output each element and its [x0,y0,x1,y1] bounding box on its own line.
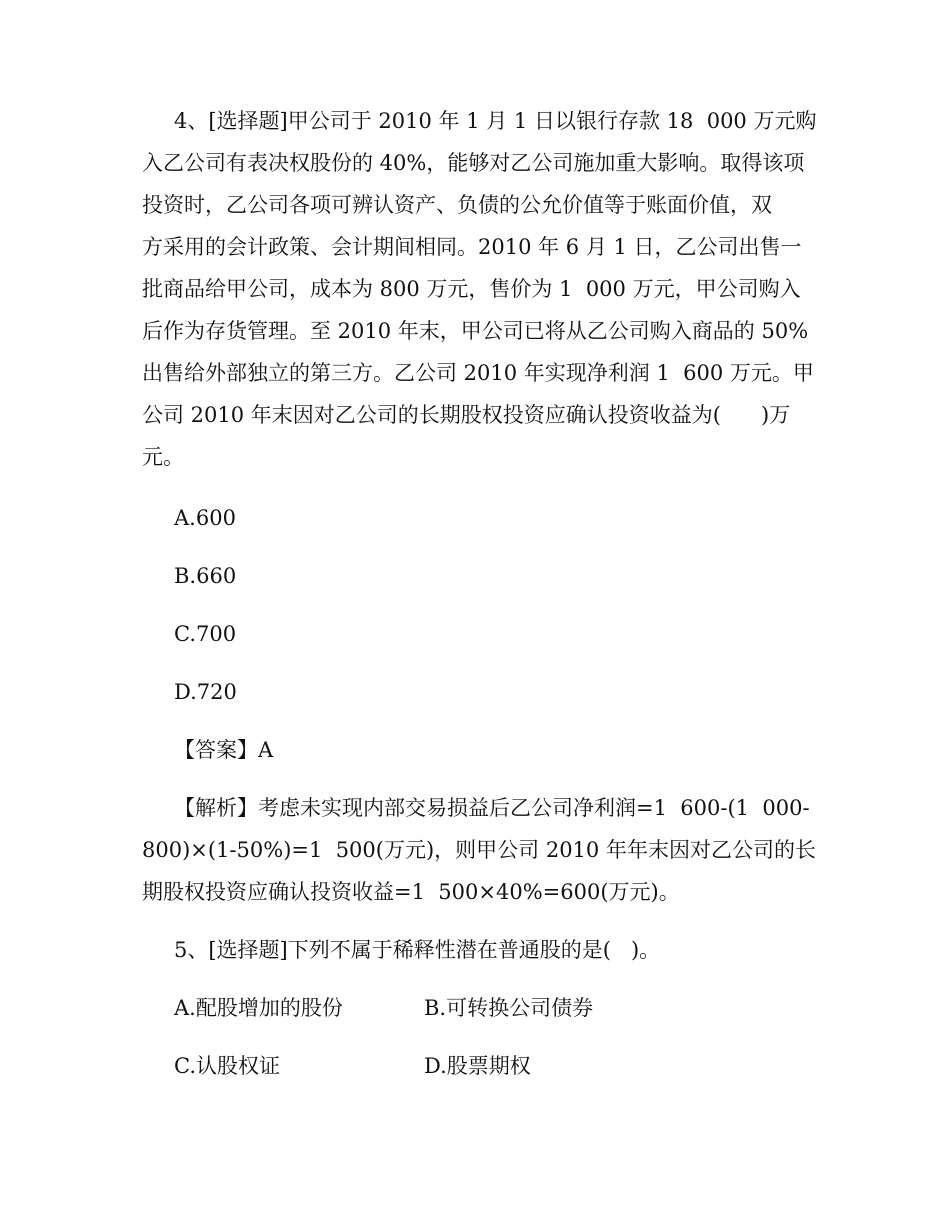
q4-stem-line-5: 批商品给甲公司，成本为 800 万元，售价为 1 000 万元，甲公司购入 [142,277,801,301]
q5-option-b: B.可转换公司债券 [424,996,594,1020]
q4-stem-line-2: 入乙公司有表决权股份的 40%，能够对乙公司施加重大影响。取得该项 [142,151,805,175]
q5-option-d: D.股票期权 [424,1054,531,1078]
q5-option-a: A.配股增加的股份 [174,996,343,1020]
q4-option-c: C.700 [174,622,237,646]
q4-stem-line-6: 后作为存货管理。至 2010 年末，甲公司已将从乙公司购入商品的 50% [142,319,809,343]
q4-option-b: B.660 [174,564,237,588]
q5-stem: 5、[选择题]下列不属于稀释性潜在普通股的是( )。 [174,938,661,962]
q4-stem-line-7: 出售给外部独立的第三方。乙公司 2010 年实现净利润 1 600 万元。甲 [142,361,814,385]
q4-analysis-line-1: 【解析】考虑未实现内部交易损益后乙公司净利润=1 600-(1 000- [174,796,810,820]
q4-stem-line-8: 公司 2010 年末因对乙公司的长期股权投资应确认投资收益为( )万 [142,403,791,427]
q4-stem-line-4: 方采用的会计政策、会计期间相同。2010 年 6 月 1 日，乙公司出售一 [142,235,802,259]
q4-stem-line-1: 4、[选择题]甲公司于 2010 年 1 月 1 日以银行存款 18 000 万元购 [174,109,817,133]
q4-stem-line-3: 投资时，乙公司各项可辨认资产、负债的公允价值等于账面价值，双 [142,193,772,217]
q5-option-c: C.认股权证 [174,1054,280,1078]
q4-analysis-line-3: 期股权投资应确认投资收益=1 500×40%=600(万元)。 [142,880,680,904]
q4-answer: 【答案】A [174,738,274,762]
q4-stem-line-9: 元。 [142,445,184,469]
q4-option-d: D.720 [174,680,237,704]
q4-analysis-line-2: 800)×(1-50%)=1 500(万元)，则甲公司 2010 年年末因对乙公司的长 [142,838,816,862]
q4-option-a: A.600 [174,506,236,530]
